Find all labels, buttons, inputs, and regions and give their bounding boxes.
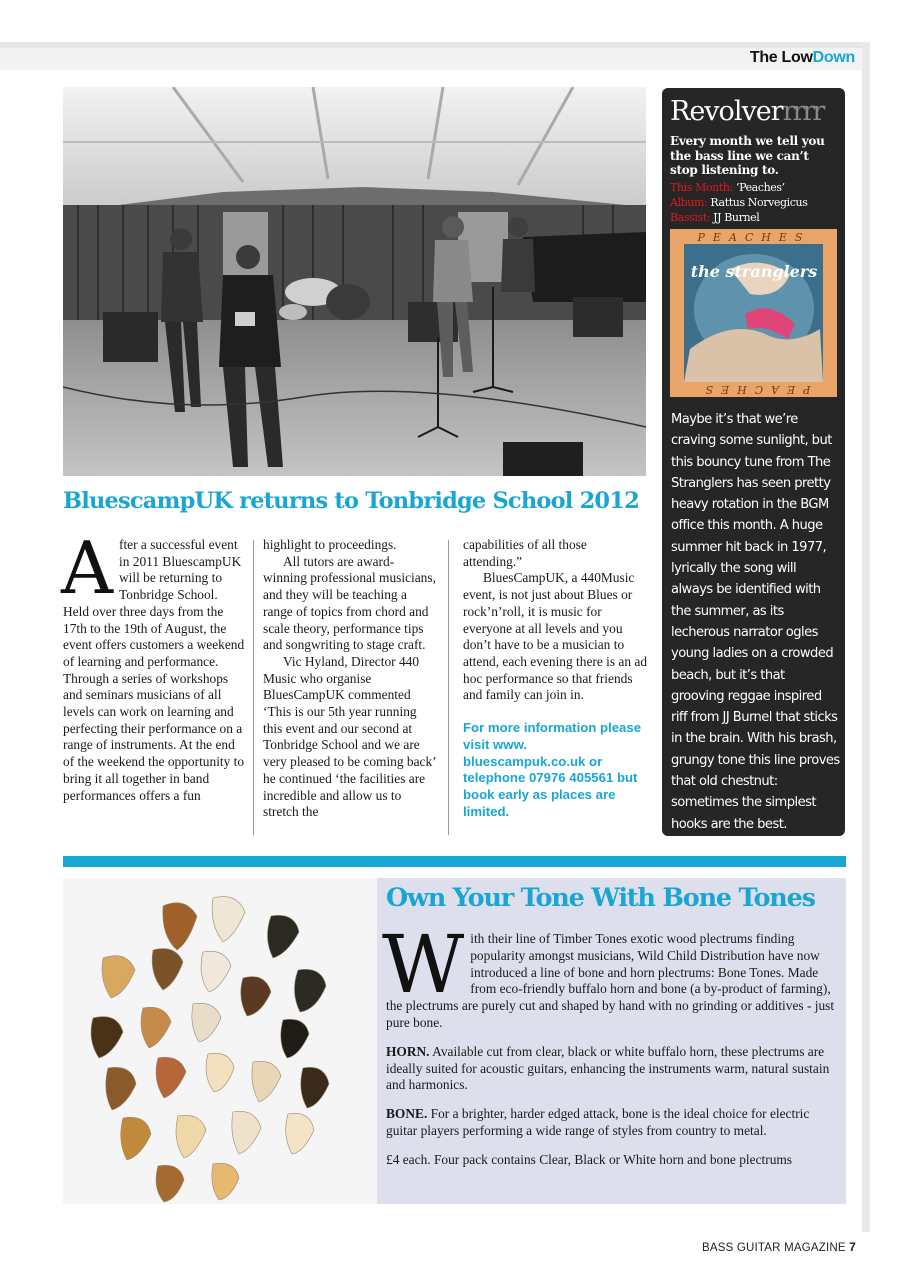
article1-column-2 bbox=[263, 537, 438, 821]
album-line bbox=[670, 196, 840, 209]
rehearsal-photo-illustration bbox=[63, 87, 646, 476]
plectrum-spiral-photo bbox=[63, 878, 377, 1204]
revolver-body: Maybe it’s that we’re craving some sunlight, but this bouncy tune from The Stranglers has seen pretty heavy rotation in the BGM office this month. A huge summer hit back in 1977, lyrically the song will always be identified with the summer, as its lecherous narrator ogles young ladies on a crowded beach, but it’s that grooving reggae inspired riff from JJ Burnel that sticks in the brain. With his brash, grungy tone this line proves that old chestnut: sometimes the simplest hooks are the best. bbox=[671, 412, 840, 832]
plectrums-illustration bbox=[63, 878, 377, 1204]
cover-band-name: the stranglers bbox=[690, 262, 818, 281]
album-value: Rattus Norvegicus bbox=[707, 196, 808, 209]
article1-column-3 bbox=[463, 537, 648, 821]
rehearsal-photo bbox=[63, 87, 646, 476]
peaches-cover-illustration bbox=[670, 229, 837, 397]
bone-tones-intro: ith their line of Timber Tones exotic wood plectrums finding popularity amongst musicians, Wild Child Distribution have now introduced a line of bone and horn plectrums: Bone Tones. Made from eco-friendly buffalo horn and bone (a by-product of farming), the plectrums are purely cut and shaped by hand with no grinding or additives - just pure bone. bbox=[386, 931, 835, 1030]
this-month-value: ‘Peaches’ bbox=[732, 181, 785, 194]
revolver-title-main: Revolver bbox=[670, 96, 783, 127]
more-info-link[interactable]: For more information please visit www. bluescampuk.co.uk or telephone 07976 405561 but book early as places are limited. bbox=[463, 720, 642, 820]
price-line: £4 each. Four pack contains Clear, Black or White horn and bone plectrums bbox=[386, 1151, 793, 1167]
bassist-value: JJ Burnel bbox=[710, 211, 760, 224]
drop-cap-w: W bbox=[382, 918, 465, 1011]
article1-col3-para-2: BluesCampUK, a 440Music event, is not just about Blues or rock’n’roll, it is music for everyone at all levels and you don’t have to be a musician to attend, each evening there is an ad hoc performance so that friends and family can join in. bbox=[463, 570, 648, 703]
cover-title-top: PEACHES bbox=[697, 231, 811, 244]
section-divider-blue bbox=[63, 856, 846, 867]
bone-tones-headline: Own Your Tone With Bone Tones bbox=[386, 883, 815, 913]
article1-column-1 bbox=[61, 526, 246, 804]
article1-col2-para-2: All tutors are award-winning professional musicians, and they will be teaching a range of topics from chord and scale theory, performance tips and songwriting to stage craft. bbox=[263, 553, 436, 653]
peaches-album-cover bbox=[670, 229, 837, 397]
section-title bbox=[750, 49, 855, 67]
magazine-name: BASS GUITAR MAGAZINE bbox=[702, 1242, 850, 1254]
bassist-label: Bassist: bbox=[670, 211, 711, 224]
revolver-intro: Every month we tell you the bass line we can’t stop listening to. bbox=[670, 134, 825, 177]
horn-text: Available cut from clear, black or white buffalo horn, these plectrums are ideally suited for acoustic guitars, enhancing the instruments warm, natural sustain and harmonics. bbox=[386, 1043, 830, 1093]
page-edge-shadow bbox=[862, 42, 870, 1232]
bone-paragraph bbox=[386, 1106, 841, 1140]
page-number: 7 bbox=[849, 1240, 856, 1254]
horn-paragraph bbox=[386, 1044, 841, 1094]
bone-tones-body bbox=[382, 918, 841, 1181]
this-month-line bbox=[670, 181, 840, 194]
bassist-line bbox=[670, 211, 840, 224]
bluescamp-headline: BluescampUK returns to Tonbridge School 2012 bbox=[63, 488, 640, 514]
section-title-part2: Down bbox=[812, 49, 855, 66]
article1-col2-para-3: Vic Hyland, Director 440 Music who organise BluesCampUK commented ‘This is our 5th year running this event and our second at Tonbridge School and we are very pleased to be coming back’ he continued ‘the facilities are incredible and allow us to stretch the bbox=[263, 653, 436, 820]
article1-col3-para-1: capabilities of all those attending.” bbox=[463, 537, 587, 569]
article1-col1-text: fter a successful event in 2011 BluescampUK will be returning to Tonbridge School. Held over three days from the 17th to the 19th of August, the event offers customers a weekend of learning and performance. Through a series of workshops and seminars musicians of all levels can work on learning and perfecting their performance on a range of instruments. At the end of the weekend the opportunity to bring it all together in band performances offers a fun bbox=[63, 537, 245, 803]
column-divider-1 bbox=[253, 540, 254, 835]
horn-label: HORN. bbox=[386, 1043, 430, 1059]
section-title-part1: The Low bbox=[749, 49, 813, 66]
revolver-title bbox=[670, 96, 822, 127]
article1-para-1 bbox=[61, 526, 246, 804]
page-footer bbox=[702, 1240, 856, 1254]
bone-text: For a brighter, harder edged attack, bone is the ideal choice for electric guitar players performing a wide range of styles from country to metal. bbox=[386, 1106, 810, 1138]
drop-cap-a: A bbox=[61, 526, 113, 610]
section-header-bar bbox=[0, 48, 862, 70]
this-month-label: This Month: bbox=[670, 181, 733, 194]
album-label: Album: bbox=[670, 196, 708, 209]
revolver-title-fade: rrrr bbox=[782, 96, 823, 127]
article1-col2-para-1: highlight to proceedings. bbox=[263, 537, 397, 552]
bone-label: BONE. bbox=[386, 1106, 428, 1122]
column-divider-2 bbox=[448, 540, 449, 835]
cover-title-bottom: PEACHES bbox=[697, 383, 811, 396]
bone-tones-para-1 bbox=[382, 918, 841, 1032]
